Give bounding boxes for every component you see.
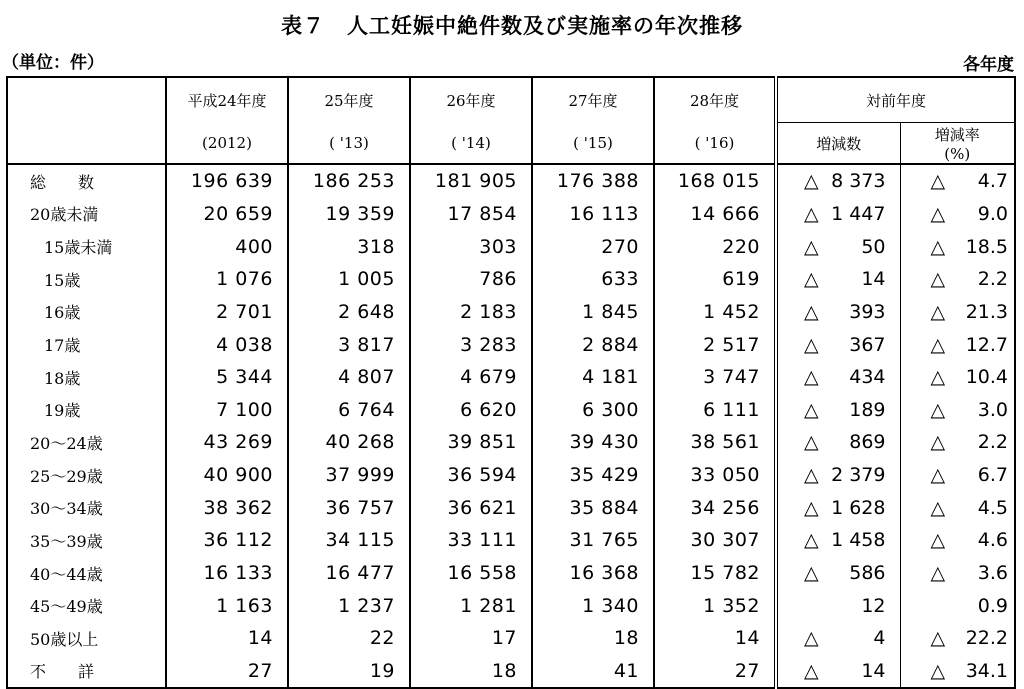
value-cell: 4 038 <box>166 328 288 361</box>
rate-cell <box>900 524 1015 557</box>
value-cell: 3 817 <box>288 328 410 361</box>
triangle-icon: △ <box>930 529 946 552</box>
table-row <box>7 459 1015 492</box>
triangle-icon: △ <box>930 659 946 682</box>
table-row <box>7 622 1015 655</box>
triangle-icon: △ <box>804 562 819 584</box>
row-label: 総 数 <box>7 164 166 198</box>
diff-cell <box>776 426 900 459</box>
value-cell: 3 747 <box>654 361 776 394</box>
header-rate <box>900 123 1015 165</box>
triangle-icon: △ <box>804 529 819 552</box>
table-row <box>7 361 1015 394</box>
diff-cell <box>776 296 900 329</box>
value-cell: 1 845 <box>532 296 654 329</box>
triangle-icon: △ <box>804 431 819 454</box>
rate-value: 4.6 <box>977 529 1009 552</box>
value-cell: 14 666 <box>654 198 776 231</box>
value-cell: 18 <box>410 655 532 689</box>
diff-cell <box>776 230 900 263</box>
triangle-icon: △ <box>804 366 819 389</box>
table-row <box>7 557 1015 590</box>
header-year: 28年度 <box>654 77 776 123</box>
rate-cell <box>900 328 1015 361</box>
table-title: 表７ 人工妊娠中絶件数及び実施率の年次推移 <box>281 14 743 38</box>
value-cell: 16 368 <box>532 557 654 590</box>
diff-value: 367 <box>849 333 886 356</box>
table-row <box>7 524 1015 557</box>
diff-cell <box>776 491 900 524</box>
rate-cell <box>900 491 1015 524</box>
value-cell: 22 <box>288 622 410 655</box>
value-cell: 38 362 <box>166 491 288 524</box>
triangle-icon: △ <box>930 398 946 421</box>
header-year-sub: ( '13) <box>288 123 410 165</box>
triangle-icon: △ <box>930 562 946 584</box>
value-cell: 7 100 <box>166 393 288 426</box>
triangle-icon: △ <box>804 170 819 193</box>
rate-cell <box>900 164 1015 198</box>
rate-cell <box>900 393 1015 426</box>
diff-value: 50 <box>861 235 886 258</box>
value-cell: 39 851 <box>410 426 532 459</box>
rate-value: 34.1 <box>965 659 1009 682</box>
row-label: 35～39歳 <box>7 524 166 557</box>
value-cell: 633 <box>532 263 654 296</box>
value-cell: 2 648 <box>288 296 410 329</box>
value-cell: 36 594 <box>410 459 532 492</box>
value-cell: 1 076 <box>166 263 288 296</box>
header-blank <box>7 77 166 164</box>
table-row <box>7 296 1015 329</box>
value-cell: 35 884 <box>532 491 654 524</box>
period-label: 各年度 <box>963 55 1014 75</box>
triangle-icon: △ <box>804 333 819 356</box>
value-cell: 30 307 <box>654 524 776 557</box>
value-cell: 400 <box>166 230 288 263</box>
value-cell: 27 <box>654 655 776 689</box>
triangle-icon: △ <box>930 366 946 389</box>
diff-value: 14 <box>861 268 886 291</box>
diff-cell <box>776 459 900 492</box>
table-row <box>7 198 1015 231</box>
value-cell: 19 <box>288 655 410 689</box>
row-label: 15歳未満 <box>7 230 166 263</box>
row-label: 18歳 <box>7 361 166 394</box>
value-cell: 34 256 <box>654 491 776 524</box>
value-cell: 31 765 <box>532 524 654 557</box>
row-label: 16歳 <box>7 296 166 329</box>
value-cell: 220 <box>654 230 776 263</box>
value-cell: 14 <box>654 622 776 655</box>
triangle-icon: △ <box>930 333 946 356</box>
header-year: 25年度 <box>288 77 410 123</box>
value-cell: 36 112 <box>166 524 288 557</box>
rate-value: 3.6 <box>977 562 1009 584</box>
value-cell: 16 558 <box>410 557 532 590</box>
diff-value: 393 <box>849 300 886 323</box>
value-cell: 1 163 <box>166 589 288 622</box>
diff-value: 1 447 <box>831 202 886 225</box>
value-cell: 2 517 <box>654 328 776 361</box>
diff-cell <box>776 589 900 622</box>
rate-value: 0.9 <box>977 594 1009 617</box>
value-cell: 6 620 <box>410 393 532 426</box>
diff-value: 1 458 <box>831 529 886 552</box>
triangle-icon: △ <box>804 464 819 487</box>
statistics-table <box>6 76 1016 689</box>
value-cell: 2 701 <box>166 296 288 329</box>
value-cell: 786 <box>410 263 532 296</box>
table-row <box>7 164 1015 198</box>
value-cell: 196 639 <box>166 164 288 198</box>
row-label: 17歳 <box>7 328 166 361</box>
value-cell: 1 352 <box>654 589 776 622</box>
diff-value: 14 <box>861 659 886 682</box>
diff-cell <box>776 361 900 394</box>
table-row <box>7 589 1015 622</box>
row-label: 50歳以上 <box>7 622 166 655</box>
header-year-sub: (2012) <box>166 123 288 165</box>
value-cell: 2 183 <box>410 296 532 329</box>
value-cell: 39 430 <box>532 426 654 459</box>
triangle-icon: △ <box>804 268 819 291</box>
triangle-icon: △ <box>804 202 819 225</box>
rate-cell <box>900 459 1015 492</box>
triangle-icon: △ <box>804 627 819 650</box>
value-cell: 16 477 <box>288 557 410 590</box>
triangle-icon: △ <box>930 464 946 487</box>
diff-cell <box>776 655 900 689</box>
row-label: 25～29歳 <box>7 459 166 492</box>
triangle-icon: △ <box>804 496 819 519</box>
triangle-icon: △ <box>804 300 819 323</box>
table-row <box>7 263 1015 296</box>
value-cell: 17 854 <box>410 198 532 231</box>
value-cell: 15 782 <box>654 557 776 590</box>
header-year-sub: ( '14) <box>410 123 532 165</box>
row-label: 15歳 <box>7 263 166 296</box>
table-row <box>7 426 1015 459</box>
value-cell: 181 905 <box>410 164 532 198</box>
diff-value: 12 <box>861 594 886 617</box>
triangle-icon: △ <box>804 659 819 682</box>
rate-value: 12.7 <box>965 333 1009 356</box>
triangle-icon: △ <box>930 431 946 454</box>
value-cell: 41 <box>532 655 654 689</box>
table-body <box>7 164 1015 688</box>
triangle-icon: △ <box>930 202 946 225</box>
value-cell: 6 111 <box>654 393 776 426</box>
value-cell: 33 111 <box>410 524 532 557</box>
value-cell: 6 764 <box>288 393 410 426</box>
value-cell: 176 388 <box>532 164 654 198</box>
table-row <box>7 328 1015 361</box>
diff-cell <box>776 164 900 198</box>
header-year: 平成24年度 <box>166 77 288 123</box>
value-cell: 4 181 <box>532 361 654 394</box>
value-cell: 4 807 <box>288 361 410 394</box>
rate-value: 22.2 <box>965 627 1009 650</box>
triangle-icon: △ <box>804 398 819 421</box>
value-cell: 19 359 <box>288 198 410 231</box>
triangle-icon: △ <box>804 235 819 258</box>
rate-cell <box>900 230 1015 263</box>
rate-cell <box>900 361 1015 394</box>
value-cell: 17 <box>410 622 532 655</box>
diff-cell <box>776 557 900 590</box>
header-year: 26年度 <box>410 77 532 123</box>
diff-cell <box>776 328 900 361</box>
row-label: 45～49歳 <box>7 589 166 622</box>
header-comparison: 対前年度 <box>776 77 1015 123</box>
triangle-icon: △ <box>930 268 946 291</box>
value-cell: 34 115 <box>288 524 410 557</box>
triangle-icon: △ <box>930 170 946 193</box>
value-cell: 33 050 <box>654 459 776 492</box>
diff-cell <box>776 393 900 426</box>
diff-value: 2 379 <box>831 464 886 487</box>
table-row <box>7 655 1015 689</box>
rate-value: 10.4 <box>965 366 1009 389</box>
triangle-icon: △ <box>930 235 946 258</box>
value-cell: 18 <box>532 622 654 655</box>
diff-value: 869 <box>849 431 886 454</box>
rate-cell <box>900 589 1015 622</box>
header-year-sub: ( '15) <box>532 123 654 165</box>
header-rate-label: 増減率 <box>934 125 980 144</box>
unit-label: （単位：件） <box>2 53 104 73</box>
value-cell: 318 <box>288 230 410 263</box>
row-label: 30～34歳 <box>7 491 166 524</box>
value-cell: 16 133 <box>166 557 288 590</box>
rate-value: 4.5 <box>977 496 1009 519</box>
diff-value: 1 628 <box>831 496 886 519</box>
diff-cell <box>776 622 900 655</box>
value-cell: 14 <box>166 622 288 655</box>
table-row <box>7 230 1015 263</box>
value-cell: 35 429 <box>532 459 654 492</box>
value-cell: 27 <box>166 655 288 689</box>
value-cell: 270 <box>532 230 654 263</box>
value-cell: 16 113 <box>532 198 654 231</box>
row-label: 不 詳 <box>7 655 166 689</box>
rate-cell <box>900 296 1015 329</box>
value-cell: 1 340 <box>532 589 654 622</box>
value-cell: 40 900 <box>166 459 288 492</box>
rate-value: 2.2 <box>977 431 1009 454</box>
value-cell: 2 884 <box>532 328 654 361</box>
diff-value: 8 373 <box>831 170 886 193</box>
header-rate-unit: (%) <box>944 144 971 163</box>
value-cell: 1 281 <box>410 589 532 622</box>
row-label: 20歳未満 <box>7 198 166 231</box>
row-label: 20～24歳 <box>7 426 166 459</box>
rate-value: 18.5 <box>965 235 1009 258</box>
diff-cell <box>776 263 900 296</box>
row-label: 40～44歳 <box>7 557 166 590</box>
rate-value: 4.7 <box>977 170 1009 193</box>
value-cell: 43 269 <box>166 426 288 459</box>
value-cell: 619 <box>654 263 776 296</box>
triangle-icon: △ <box>930 627 946 650</box>
rate-cell <box>900 198 1015 231</box>
value-cell: 20 659 <box>166 198 288 231</box>
triangle-icon: △ <box>930 300 946 323</box>
diff-value: 189 <box>849 398 886 421</box>
value-cell: 36 757 <box>288 491 410 524</box>
rate-value: 2.2 <box>977 268 1009 291</box>
value-cell: 168 015 <box>654 164 776 198</box>
diff-value: 434 <box>849 366 886 389</box>
diff-cell <box>776 524 900 557</box>
value-cell: 37 999 <box>288 459 410 492</box>
value-cell: 40 268 <box>288 426 410 459</box>
diff-value: 4 <box>873 627 886 650</box>
rate-value: 3.0 <box>977 398 1009 421</box>
rate-cell <box>900 263 1015 296</box>
value-cell: 1 452 <box>654 296 776 329</box>
rate-value: 6.7 <box>977 464 1009 487</box>
header-year: 27年度 <box>532 77 654 123</box>
rate-cell <box>900 426 1015 459</box>
header-year-sub: ( '16) <box>654 123 776 165</box>
rate-cell <box>900 655 1015 689</box>
rate-cell <box>900 622 1015 655</box>
value-cell: 1 237 <box>288 589 410 622</box>
row-label: 19歳 <box>7 393 166 426</box>
rate-value: 21.3 <box>965 300 1009 323</box>
diff-cell <box>776 198 900 231</box>
value-cell: 1 005 <box>288 263 410 296</box>
value-cell: 36 621 <box>410 491 532 524</box>
value-cell: 186 253 <box>288 164 410 198</box>
rate-cell <box>900 557 1015 590</box>
value-cell: 4 679 <box>410 361 532 394</box>
value-cell: 5 344 <box>166 361 288 394</box>
rate-value: 9.0 <box>977 202 1009 225</box>
value-cell: 303 <box>410 230 532 263</box>
value-cell: 38 561 <box>654 426 776 459</box>
value-cell: 6 300 <box>532 393 654 426</box>
value-cell: 3 283 <box>410 328 532 361</box>
diff-value: 586 <box>849 562 886 584</box>
header-diff: 増減数 <box>776 123 900 165</box>
table-row <box>7 393 1015 426</box>
table-row <box>7 491 1015 524</box>
triangle-icon: △ <box>930 496 946 519</box>
